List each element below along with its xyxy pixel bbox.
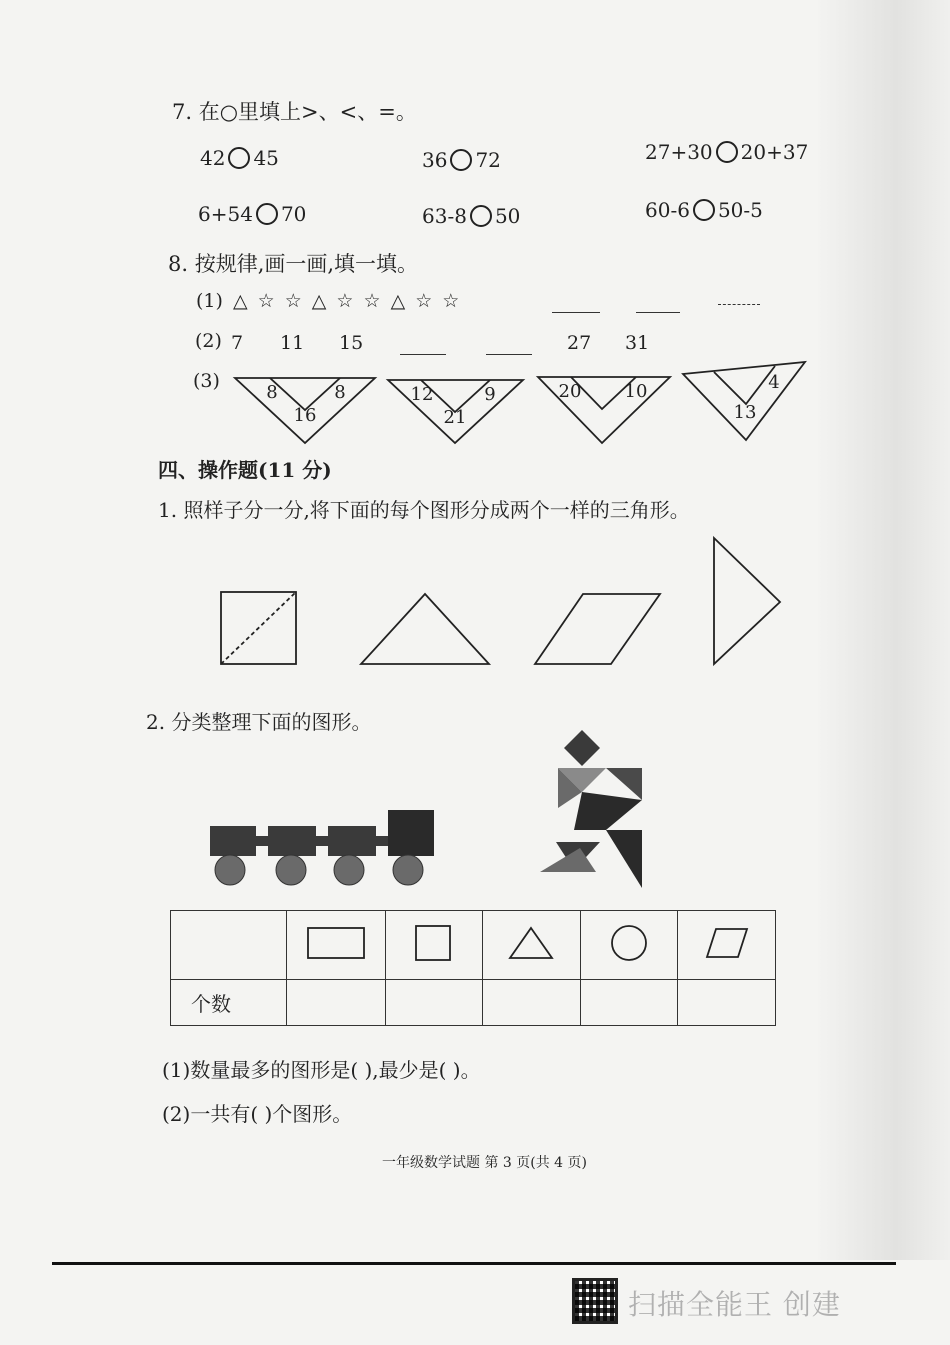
tangram-figure	[540, 730, 642, 888]
tri-value: 8	[334, 382, 346, 403]
header-triangle	[482, 911, 580, 980]
tri-value: 12	[410, 384, 434, 405]
train-wheel	[276, 855, 306, 885]
count-cell[interactable]	[385, 980, 482, 1026]
train-figure	[210, 810, 434, 885]
scanner-watermark: 扫描全能王 创建	[628, 1288, 841, 1321]
train-engine-square	[388, 810, 434, 856]
pattern-label-3: (3)	[193, 370, 220, 392]
tri-sum: 16	[293, 405, 317, 426]
count-cell[interactable]	[482, 980, 580, 1026]
compare-right: 45	[253, 146, 279, 170]
table-row	[171, 980, 776, 1026]
section-heading: 四、操作题(11 分)	[158, 458, 332, 482]
table-row	[171, 911, 776, 980]
compare-right: 70	[280, 202, 307, 226]
compare-left: 27+30	[645, 140, 713, 164]
compare-left: 63-8	[422, 204, 467, 228]
number-item: 27	[567, 332, 592, 354]
tally-table	[170, 910, 776, 1026]
row-label: 个数	[171, 980, 287, 1026]
count-cell[interactable]	[678, 980, 776, 1026]
header-parallelogram	[678, 911, 776, 980]
number-item: 31	[625, 332, 650, 354]
header-square	[385, 911, 482, 980]
tri-sum: 21	[443, 407, 467, 428]
number-item: 11	[280, 332, 305, 354]
compare-left: 6+54	[198, 202, 253, 226]
train-wheel	[334, 855, 364, 885]
count-cell[interactable]	[580, 980, 677, 1026]
table-corner-cell	[171, 911, 287, 980]
compare-right: 50-5	[717, 198, 763, 222]
count-cell[interactable]	[286, 980, 385, 1026]
pattern-label-2: (2)	[195, 330, 222, 352]
compare-right: 72	[475, 148, 501, 172]
tri-value: 20	[558, 381, 582, 402]
tri-value: 10	[624, 381, 648, 402]
shape-sequence: △ ☆ ☆ △ ☆ ☆ △ ☆ ☆	[232, 290, 462, 312]
tri-value: 8	[266, 382, 278, 403]
number-item: 15	[339, 332, 364, 354]
compare-left: 42	[200, 146, 226, 170]
tangram-head	[564, 730, 600, 766]
tri-value: 9	[484, 384, 496, 405]
train-car-rect	[268, 826, 316, 856]
train-car-rect	[328, 826, 376, 856]
compare-left: 36	[422, 148, 448, 172]
compare-right: 50	[494, 204, 521, 228]
train-car-rect	[210, 826, 256, 856]
footer-divider	[52, 1262, 896, 1265]
page-footer: 一年级数学试题 第 3 页(共 4 页)	[382, 1155, 587, 1171]
s4-q1-text: 1. 照样子分一分,将下面的每个图形分成两个一样的三角形。	[158, 498, 690, 522]
tri-sum: 13	[733, 402, 757, 423]
subquestion-1: (1)数量最多的图形是( ),最少是( )。	[162, 1058, 481, 1082]
s4-q2-text: 2. 分类整理下面的图形。	[146, 710, 372, 734]
train-wheel	[393, 855, 423, 885]
train-wheel	[215, 855, 245, 885]
compare-left: 60-6	[645, 198, 690, 222]
q8-title: 8. 按规律,画一画,填一填。	[168, 252, 419, 276]
q7-title: 7. 在○里填上>、<、=。	[172, 100, 417, 124]
header-rectangle	[286, 911, 385, 980]
header-circle	[580, 911, 677, 980]
number-item: 7	[231, 332, 244, 354]
tri-value: 4	[768, 372, 780, 393]
qr-code-icon	[572, 1278, 618, 1324]
compare-right: 20+37	[740, 140, 809, 164]
subquestion-2: (2)一共有( )个图形。	[162, 1102, 353, 1126]
pattern-label: (1)	[196, 290, 223, 312]
